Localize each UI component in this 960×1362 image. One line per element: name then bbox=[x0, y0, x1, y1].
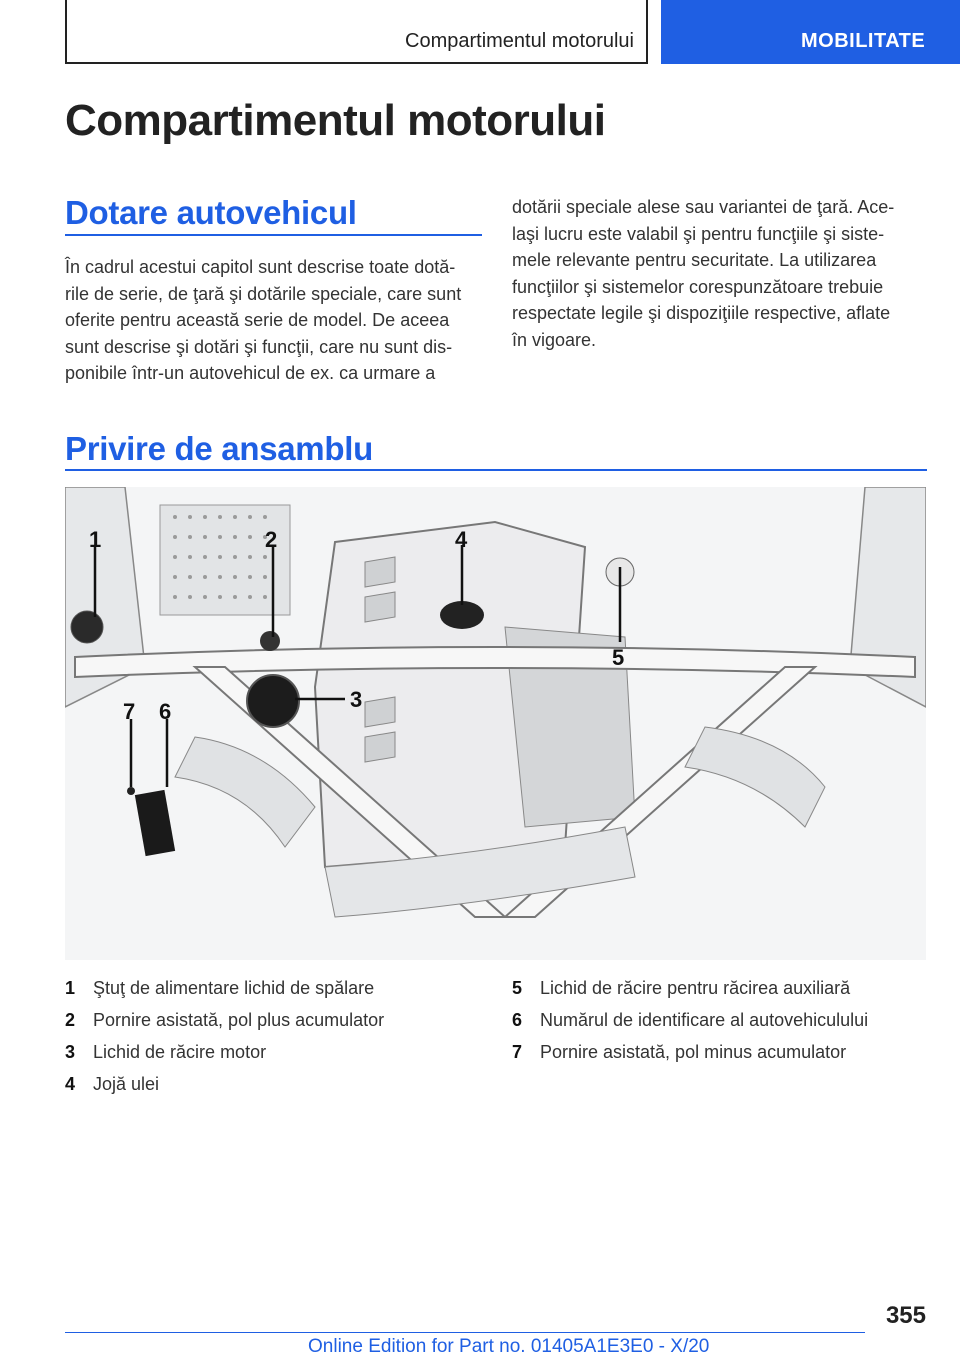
callout-3: 3 bbox=[350, 687, 363, 712]
legend-number: 2 bbox=[65, 1010, 76, 1030]
text-line: dotării speciale alese sau variantei de ţară. Ace- bbox=[512, 197, 895, 217]
equipment-text-right bbox=[512, 194, 894, 353]
text-line: respectate legile şi dispoziţiile respective, aflate bbox=[512, 303, 891, 323]
text-line: laşi lucru este valabil şi pentru funcţiile şi siste- bbox=[512, 223, 885, 244]
header-chapter-tab[interactable] bbox=[661, 0, 960, 64]
section-rule-equipment bbox=[65, 234, 482, 236]
legend-text: Pornire asistată, pol plus acumulator bbox=[93, 1010, 385, 1030]
header-section-title: Compartimentul motorului bbox=[405, 30, 634, 52]
text-line: rile de serie, de ţară şi dotările speciale, care sunt bbox=[65, 283, 462, 304]
legend-number: 1 bbox=[65, 978, 76, 998]
page-title: Compartimentul motorului bbox=[65, 96, 606, 145]
text-line: mele relevante pentru securitate. La utilizarea bbox=[512, 250, 877, 270]
legend-number: 6 bbox=[512, 1010, 523, 1030]
legend-item bbox=[65, 1008, 384, 1032]
legend-text: Pornire asistată, pol minus acumulator bbox=[540, 1042, 847, 1062]
text-line: ponibile într-un autovehicul de ex. ca urmare a bbox=[65, 363, 436, 383]
header-chapter-label: MOBILITATE bbox=[801, 30, 926, 52]
footer-rule bbox=[65, 1332, 865, 1333]
legend-item bbox=[65, 1072, 159, 1096]
legend-number: 4 bbox=[65, 1074, 76, 1094]
legend-number: 3 bbox=[65, 1042, 76, 1062]
legend-number: 5 bbox=[512, 978, 523, 998]
callout-2: 2 bbox=[265, 527, 278, 552]
legend-item bbox=[512, 976, 850, 1000]
callout-7: 7 bbox=[123, 699, 136, 724]
header-section-box bbox=[65, 0, 648, 64]
legend-number: 7 bbox=[512, 1042, 523, 1062]
text-line: în vigoare. bbox=[512, 329, 597, 350]
legend-text: Jojă ulei bbox=[93, 1074, 160, 1094]
legend-item bbox=[65, 976, 374, 1000]
callout-4: 4 bbox=[455, 527, 468, 552]
section-heading-overview: Privire de ansamblu bbox=[65, 430, 373, 467]
engine-compartment-illustration bbox=[65, 487, 926, 960]
page-number: 355 bbox=[885, 1302, 926, 1329]
legend-text: Numărul de identificare al autovehiculului bbox=[540, 1010, 869, 1030]
text-line: sunt descrise şi dotări şi funcţii, care nu sunt dis- bbox=[65, 336, 453, 357]
callout-1: 1 bbox=[89, 527, 102, 552]
legend-item bbox=[65, 1040, 266, 1064]
text-line: oferite pentru această serie de model. De aceea bbox=[65, 310, 450, 330]
equipment-text-left bbox=[65, 254, 461, 387]
text-line: În cadrul acestui capitol sunt descrise toate dotă- bbox=[65, 257, 456, 277]
legend-item bbox=[512, 1040, 846, 1064]
legend-item bbox=[512, 1008, 868, 1032]
legend-text: Ştuţ de alimentare lichid de spălare bbox=[93, 978, 375, 998]
engine-compartment-figure bbox=[65, 487, 926, 960]
callout-6: 6 bbox=[159, 699, 172, 724]
section-heading-equipment: Dotare autovehicul bbox=[65, 194, 357, 231]
callout-5: 5 bbox=[612, 645, 625, 670]
text-line: funcţiilor şi sistemelor corespunzătoare trebuie bbox=[512, 276, 884, 297]
legend-text: Lichid de răcire motor bbox=[93, 1042, 267, 1062]
legend-text: Lichid de răcire pentru răcirea auxiliară bbox=[540, 978, 851, 998]
footer-edition-link[interactable]: Online Edition for Part no. 01405A1E3E0 - X/20 bbox=[308, 1336, 710, 1357]
section-rule-overview bbox=[65, 469, 927, 471]
